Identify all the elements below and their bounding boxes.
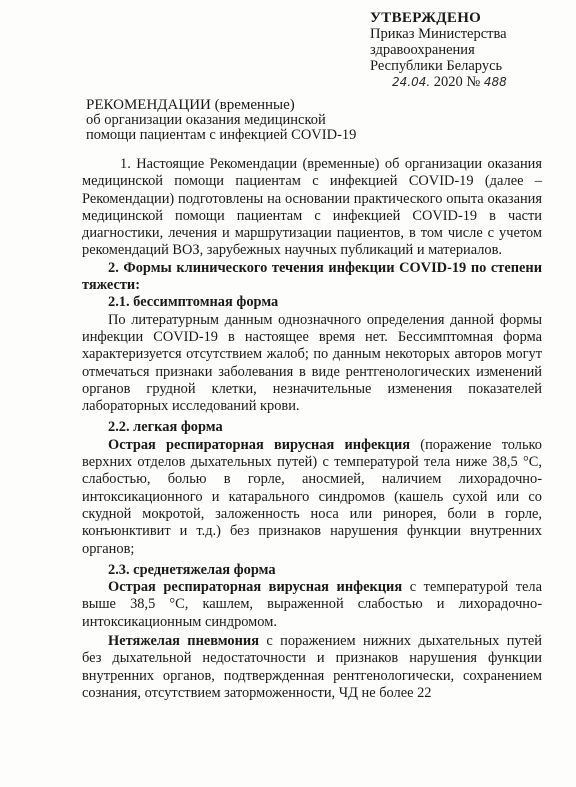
section-2-3-text: с температурой тела выше 38,5 °С, кашлем, выраженной слабостью и лихорадочно-интоксикационным синдромом. [82, 579, 542, 630]
section-2-3-text-2: с поражением нижних дыхательных путей без дыхательной недостаточности и признаков нарушения функции внутренних органов, подтвержденная рентгенологически, сохранением сознания, отсутствием заторможенности, ЧД не более 22 [82, 633, 542, 701]
document-title: РЕКОМЕНДАЦИИ (временные) [86, 97, 295, 113]
section-2-3-paragraph [82, 579, 542, 631]
section-2-2-text: (поражение только верхних отделов дыхательных путей) с температурой тела ниже 38,5 °С, слабостью, болью в горле, аносмией, наличием лихорадочно-интоксикационного и катарального синдромов (кашель сухой или со скудной мокротой, заложенность носа или ринорея, боли в горле, конъюнктивит и т.д.) без признаков нарушения функции внутренних органов; [82, 436, 543, 557]
handwritten-date: 24.04. [392, 75, 431, 89]
section-2-2-bold-term: Острая респираторная вирусная инфекция [108, 436, 411, 453]
handwritten-order-number: 488 [483, 75, 507, 89]
section-2-3-bold-term: Острая респираторная вирусная инфекция [108, 579, 403, 596]
document-subtitle-2: помощи пациентам с инфекцией COVID-19 [86, 127, 357, 143]
section-2-1-paragraph: По литературным данным однозначного определения данной формы инфекции COVID-19 в настоящее время нет. Бессимптомная форма характеризуется отсутствием жалоб; по данным некоторых авторов могут отмечаться признаки заболевания в виде рентгенологических изменений органов грудной клетки, незначительные изменения показателей лабораторных исследований крови. [82, 311, 542, 415]
section-2-2-heading: 2.2. легкая форма [108, 419, 223, 436]
order-year-number: 2020 № [433, 74, 481, 90]
approval-line-2: здравоохранения [370, 42, 475, 58]
section-1-paragraph: 1. Настоящие Рекомендации (временные) об организации оказания медицинской помощи пациентам с инфекцией COVID-19 (далее – Рекомендации) подготовлены на основании практического опыта оказания медицинской помощи пациентам с инфекцией COVID-19 в части диагностики, лечения и маршрутизации пациентов, в том числе с учетом рекомендаций ВОЗ, зарубежных научных публикаций и материалов. [82, 156, 542, 259]
section-2-3-bold-term-2: Нетяжелая пневмония [108, 633, 259, 650]
approval-line-1: Приказ Министерства [370, 26, 507, 42]
section-2-3-heading: 2.3. среднетяжелая форма [108, 561, 276, 578]
section-2-1-heading: 2.1. бессимптомная форма [108, 294, 279, 311]
document-title-block [86, 98, 356, 143]
approval-line-3: Республики Беларусь [370, 58, 503, 74]
document-body [82, 156, 542, 702]
approval-stamp [370, 10, 507, 90]
order-line [370, 74, 507, 90]
section-2-3-paragraph-2 [82, 633, 542, 702]
approval-title: УТВЕРЖДЕНО [370, 10, 482, 26]
section-2-heading: 2. Формы клинического течения инфекции COVID-19 по степени тяжести: [82, 259, 542, 294]
section-2-2-paragraph [82, 437, 542, 558]
document-subtitle-1: об организации оказания медицинской [86, 112, 326, 128]
